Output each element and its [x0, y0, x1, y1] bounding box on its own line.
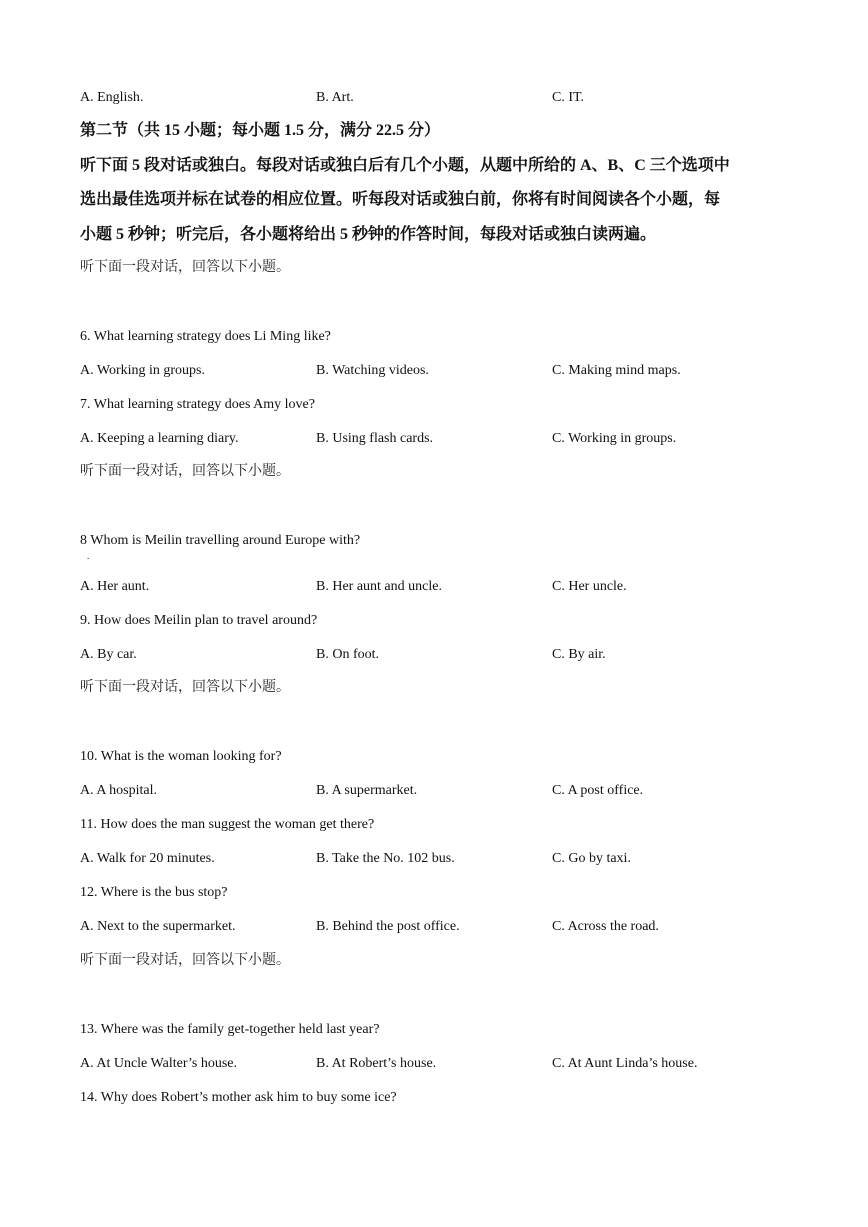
dialogue-instruction: 听下面一段对话，回答以下小题。: [80, 260, 290, 275]
option-b: B. Take the No. 102 bus.: [316, 851, 455, 866]
option-a: A. Keeping a learning diary.: [80, 431, 239, 446]
dialogue-instruction: 听下面一段对话，回答以下小题。: [80, 953, 290, 968]
question-9: 9. How does Meilin plan to travel around?: [80, 613, 318, 628]
option-a: A. Next to the supermarket.: [80, 919, 236, 934]
dialogue-instruction: 听下面一段对话，回答以下小题。: [80, 464, 290, 479]
dialogue-instruction: 听下面一段对话，回答以下小题。: [80, 680, 290, 695]
option-b: B. A supermarket.: [316, 783, 418, 798]
option-b: B. At Robert’s house.: [316, 1056, 437, 1071]
option-c: C. Across the road.: [552, 919, 659, 934]
prev-question-options: [80, 89, 820, 107]
option-c: C. Working in groups.: [552, 431, 677, 446]
question-11-options: [80, 850, 820, 868]
question-8: 8 Whom is Meilin travelling around Europe with?: [80, 533, 361, 548]
question-7: 7. What learning strategy does Amy love?: [80, 397, 315, 412]
option-b: B. Art.: [316, 90, 354, 105]
question-13-options: [80, 1055, 820, 1073]
question-9-options: [80, 646, 820, 664]
option-a: A. Walk for 20 minutes.: [80, 851, 215, 866]
question-8-options: [80, 578, 820, 596]
question-13: 13. Where was the family get-together held last year?: [80, 1022, 380, 1037]
directions-line-3: 小题 5 秒钟；听完后，各小题将给出 5 秒钟的作答时间，每段对话或独白读两遍。: [80, 226, 657, 243]
question-6: 6. What learning strategy does Li Ming like?: [80, 329, 331, 344]
question-14: 14. Why does Robert’s mother ask him to buy some ice?: [80, 1090, 397, 1105]
question-6-options: [80, 362, 820, 380]
option-a: A. Her aunt.: [80, 579, 150, 594]
option-b: B. On foot.: [316, 647, 379, 662]
section-heading: 第二节（共 15 小题；每小题 1.5 分，满分 22.5 分）: [80, 122, 441, 139]
option-a: A. English.: [80, 90, 144, 105]
option-c: C. IT.: [552, 90, 585, 105]
question-12-options: [80, 918, 820, 936]
option-b: B. Watching videos.: [316, 363, 429, 378]
option-c: C. By air.: [552, 647, 606, 662]
option-a: A. A hospital.: [80, 783, 158, 798]
option-a: A. Working in groups.: [80, 363, 206, 378]
directions-line-1: 听下面 5 段对话或独白。每段对话或独白后有几个小题，从题中所给的 A、B、C 三个选项中: [80, 157, 730, 174]
option-a: A. At Uncle Walter’s house.: [80, 1056, 237, 1071]
question-7-options: [80, 430, 820, 448]
option-c: C. Making mind maps.: [552, 363, 681, 378]
question-12: 12. Where is the bus stop?: [80, 885, 228, 900]
question-10: 10. What is the woman looking for?: [80, 749, 282, 764]
option-b: B. Using flash cards.: [316, 431, 434, 446]
stray-dot-mark: .: [87, 551, 90, 561]
option-c: C. A post office.: [552, 783, 644, 798]
question-10-options: [80, 782, 820, 800]
question-11: 11. How does the man suggest the woman get there?: [80, 817, 375, 832]
option-b: B. Her aunt and uncle.: [316, 579, 442, 594]
option-c: C. Her uncle.: [552, 579, 627, 594]
option-a: A. By car.: [80, 647, 137, 662]
option-c: C. At Aunt Linda’s house.: [552, 1056, 698, 1071]
option-c: C. Go by taxi.: [552, 851, 631, 866]
option-b: B. Behind the post office.: [316, 919, 460, 934]
directions-line-2: 选出最佳选项并标在试卷的相应位置。听每段对话或独白前，你将有时间阅读各个小题，每: [80, 191, 721, 208]
